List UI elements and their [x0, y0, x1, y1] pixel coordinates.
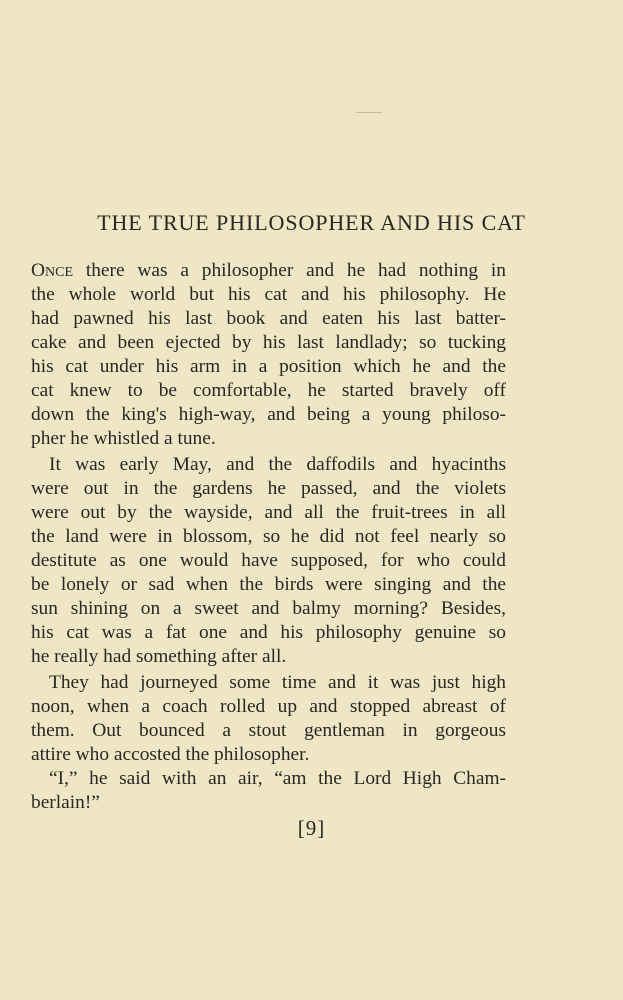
paragraph-line: They had journeyed some time and it was just high [49, 672, 506, 693]
paragraph-line: down the king's high-way, and being a young philoso- [31, 404, 506, 425]
opening-word: Once [31, 260, 74, 281]
paragraph-line: them. Out bounced a stout gentleman in gorgeous [31, 720, 506, 741]
paragraph-line: pher he whistled a tune. [31, 428, 216, 449]
paragraph-line: “I,” he said with an air, “am the Lord High Cham- [49, 768, 506, 789]
chapter-title: THE TRUE PHILOSOPHER AND HIS CAT [97, 210, 526, 235]
paragraph-line: were out in the gardens he passed, and the violets [31, 478, 506, 499]
paragraph-line: his cat was a fat one and his philosophy genuine so [31, 622, 506, 643]
paragraph-line: cake and been ejected by his last landlady; so tucking [31, 332, 506, 353]
paragraph-line: It was early May, and the daffodils and hyacinths [49, 454, 506, 475]
paragraph-line: his cat under his arm in a position which he and the [31, 356, 506, 377]
line-text: there was a philosopher and he had nothing in [73, 260, 506, 281]
paragraph-line: cat knew to be comfortable, he started bravely off [31, 380, 506, 401]
paper-mark [356, 112, 382, 113]
paragraph-line: berlain!” [31, 792, 100, 813]
paragraph-line: the land were in blossom, so he did not feel nearly so [31, 526, 506, 547]
paragraph-line: be lonely or sad when the birds were singing and the [31, 574, 506, 595]
paragraph-line: had pawned his last book and eaten his last batter- [31, 308, 506, 329]
paragraph-line: attire who accosted the philosopher. [31, 744, 310, 765]
page-number: [9] [297, 816, 326, 840]
paragraph-line: sun shining on a sweet and balmy morning? Besides, [31, 598, 506, 619]
paragraph-line [31, 259, 506, 283]
paragraph-line: the whole world but his cat and his philosophy. He [31, 284, 506, 305]
paragraph-line: he really had something after all. [31, 646, 287, 667]
paragraph-line: destitute as one would have supposed, for who could [31, 550, 506, 571]
paragraph-line: noon, when a coach rolled up and stopped abreast of [31, 696, 506, 717]
paragraph-line: were out by the wayside, and all the fruit-trees in all [31, 502, 506, 523]
